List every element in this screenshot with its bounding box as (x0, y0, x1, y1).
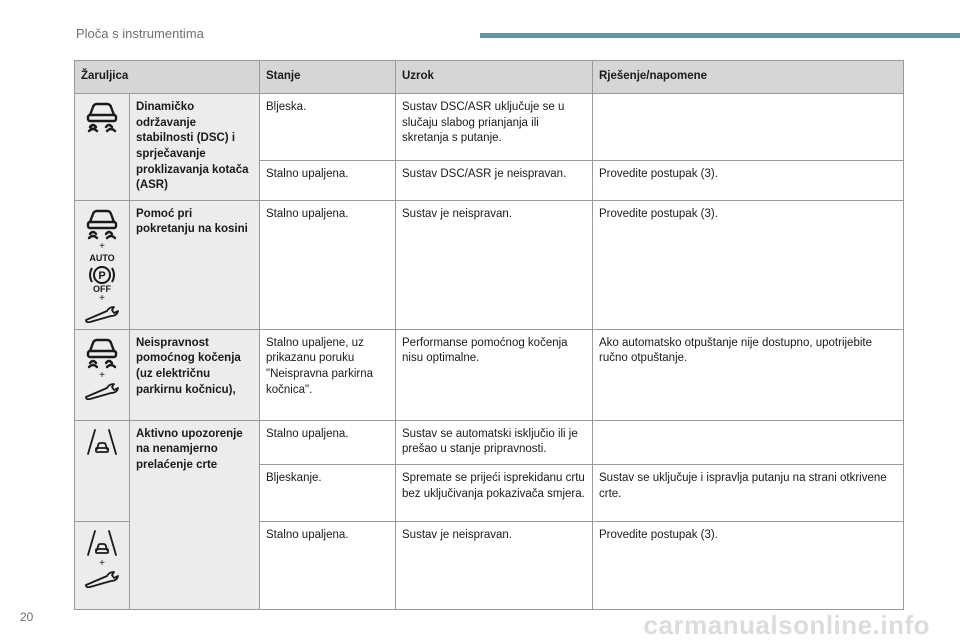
dsc-state-2: Stalno upaljena. (260, 161, 396, 200)
lane-state-1: Stalno upaljena. (260, 420, 396, 464)
lane-solution-1 (593, 420, 904, 464)
skidding-car-icon (84, 336, 120, 370)
column-header-cause: Uzrok (396, 61, 593, 94)
page-number: 20 (20, 610, 34, 624)
svg-text:OFF: OFF (93, 283, 111, 293)
wrench-icon (83, 305, 121, 323)
brake-state-1: Stalno upaljene, uz prikazanu poruku "Neispravna parkirna kočnica". (260, 329, 396, 420)
dsc-name: Dinamičko održavanje stabilnosti (DSC) i sprječavanje proklizavanja kotača (ASR) (130, 94, 260, 201)
column-header-lamp: Žaruljica (75, 61, 260, 94)
hill-cause-1: Sustav je neispravan. (396, 200, 593, 329)
table-row (75, 200, 904, 329)
wrench-icon (83, 382, 121, 400)
lane-cause-2: Spremate se prijeći isprekidanu crtu bez uključivanja pokazivača smjera. (396, 465, 593, 522)
lane-fault-icon-cell (75, 522, 130, 610)
plus-sign: + (99, 240, 105, 252)
header-accent-bar (480, 33, 960, 38)
column-header-state: Stanje (260, 61, 396, 94)
plus-sign: + (99, 369, 105, 381)
lane-state-3: Stalno upaljena. (260, 522, 396, 610)
table-header-row (75, 61, 904, 94)
lane-cause-1: Sustav se automatski isključio ili je prešao u stanje pripravnosti. (396, 420, 593, 464)
dsc-icon-cell (75, 94, 130, 201)
lane-state-2: Bljeskanje. (260, 465, 396, 522)
skidding-car-icon (84, 100, 120, 134)
svg-text:P: P (98, 269, 106, 282)
lane-solution-2: Sustav se uključuje i ispravlja putanju na strani otkrivene crte. (593, 465, 904, 522)
dsc-solution-1 (593, 94, 904, 161)
lane-icon-cell (75, 420, 130, 521)
table-row (75, 329, 904, 420)
hill-state-1: Stalno upaljena. (260, 200, 396, 329)
brake-name: Neispravnost pomoćnog kočenja (uz električnu parkirnu kočnicu), (130, 329, 260, 420)
wrench-icon (83, 570, 121, 588)
plus-sign: + (99, 292, 105, 304)
dsc-cause-1: Sustav DSC/ASR uključuje se u slučaju slabog prianjanja ili skretanja s putanje. (396, 94, 593, 161)
dsc-cause-2: Sustav DSC/ASR je neispravan. (396, 161, 593, 200)
dsc-state-1: Bljeska. (260, 94, 396, 161)
lane-departure-icon (85, 427, 119, 457)
dsc-solution-2: Provedite postupak (3). (593, 161, 904, 200)
table-row (75, 420, 904, 464)
lane-cause-3: Sustav je neispravan. (396, 522, 593, 610)
auto-parking-brake-icon (84, 253, 120, 293)
hill-solution-1: Provedite postupak (3). (593, 200, 904, 329)
lane-name: Aktivno upozorenje na nenamjerno prelaćenje crte (130, 420, 260, 609)
column-header-solution: Rješenje/napomene (593, 61, 904, 94)
plus-sign: + (99, 558, 105, 569)
warning-lights-table (74, 60, 904, 610)
brake-icon-cell (75, 329, 130, 420)
brake-cause-1: Performanse pomoćnog kočenja nisu optimalne. (396, 329, 593, 420)
table-row (75, 94, 904, 161)
lane-solution-3: Provedite postupak (3). (593, 522, 904, 610)
lane-departure-icon (85, 528, 119, 558)
hill-icon-cell (75, 200, 130, 329)
page-header-title: Ploča s instrumentima (76, 26, 204, 41)
hill-name: Pomoć pri pokretanju na kosini (130, 200, 260, 329)
watermark: carmanualsonline.info (643, 610, 930, 640)
skidding-car-icon (84, 207, 120, 241)
svg-text:AUTO: AUTO (89, 252, 115, 263)
brake-solution-1: Ako automatsko otpuštanje nije dostupno, upotrijebite ručno otpuštanje. (593, 329, 904, 420)
